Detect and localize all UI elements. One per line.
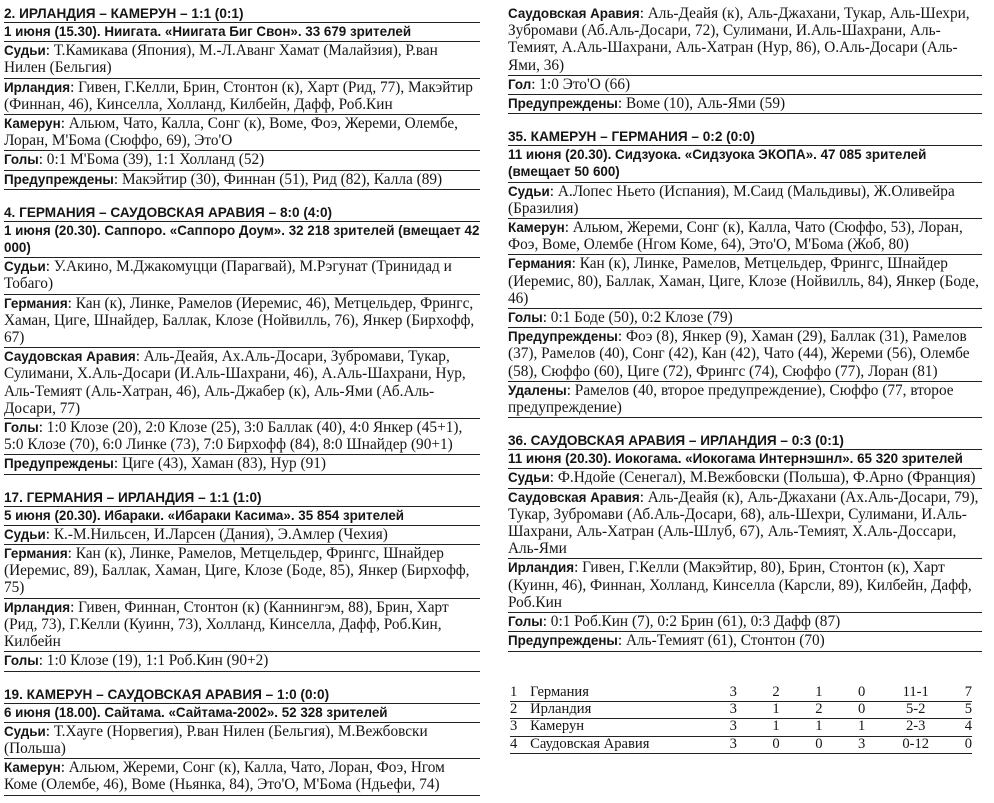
detail-text: : 1:0 Клозе (20), 2:0 Клозе (25), 3:0 Баллак (40), 4:0 Янкер (45+1), 5:0 Клозе (70), 6:0 Линке (73), 7:0 Бирхофф (84), 8:0 Шнайдер (90+1) <box>4 419 463 454</box>
match-report <box>4 489 480 672</box>
detail-label: Судьи <box>4 526 46 542</box>
match-detail-line <box>508 559 982 613</box>
match-detail-line <box>4 115 480 151</box>
right-column-matches <box>508 5 982 652</box>
detail-text: : Рамелов (40, второе предупреждение), Сюффо (77, второе предупреждение) <box>508 381 954 417</box>
games-played: 3 <box>712 719 755 736</box>
detail-label: Голы <box>4 152 39 168</box>
standings-table <box>510 685 972 755</box>
detail-text: : Ф.Ндойе (Сенегал), М.Вежбовски (Польша), Ф.Арно (Франция) <box>549 469 976 487</box>
match-detail-line <box>4 455 480 474</box>
detail-label: Предупреждены <box>508 633 618 649</box>
match-detail-line <box>4 723 480 759</box>
detail-label: Голы <box>4 420 39 436</box>
match-detail-line <box>508 469 982 488</box>
match-detail-line <box>508 328 982 382</box>
match-detail-line <box>508 255 982 309</box>
detail-text: : Аль-Темият (61), Стонтон (70) <box>617 632 825 650</box>
detail-text: : Гивен, Г.Келли (Макэйтир, 80), Брин, Стонтон (к), Харт (Куинн, 46), Финнан, Холланд, Кинселла (Карсли, 89), Килбейн, Дафф, Роб.Кин <box>508 559 972 611</box>
match-date-venue: 11 июня (20.30). Иокогама. «Иокогама Интернэшнл». 65 320 зрителей <box>508 450 982 469</box>
match-detail-line <box>4 258 480 294</box>
losses: 0 <box>840 685 883 702</box>
points: 5 <box>948 701 972 718</box>
detail-label: Ирландия <box>508 560 575 576</box>
match-detail-line <box>4 42 480 78</box>
detail-text: : Кан (к), Линке, Рамелов (Иеремис, 46), Метцельдер, Фрингс, Хаман, Циге, Шнайдер, Баллак, Клозе (Нойвилль, 76), Янкер (Бирхофф, 67) <box>4 294 475 347</box>
wins: 1 <box>755 719 798 736</box>
losses: 0 <box>840 701 883 718</box>
match-detail-line <box>508 76 982 95</box>
match-detail-line <box>508 5 982 76</box>
draws: 2 <box>797 701 840 718</box>
detail-label: Голы <box>508 310 543 326</box>
detail-text: : Альюм, Жереми, Сонг (к), Калла, Чато, Лоран, Фоэ, Нгом Коме (Олембе, 46), Воме (Ньянка, 84), Это'О, М'Бома (Ндьефи, 74) <box>4 759 445 794</box>
match-detail-line <box>508 632 982 651</box>
match-detail-line <box>4 759 480 795</box>
detail-text: : Кан (к), Линке, Рамелов, Метцельдер, Фрингс, Шнайдер (Иеремис, 89), Баллак, Хаман, Циге, Клозе (Боде, 85), Янкер (Бирхофф, 75) <box>4 545 470 597</box>
match-detail-line <box>508 183 982 219</box>
detail-text: : Т.Хауге (Норвегия), Р.ван Нилен (Бельгия), М.Вежбовски (Польша) <box>4 722 428 757</box>
losses: 1 <box>840 719 883 736</box>
detail-label: Германия <box>508 256 572 272</box>
match-detail-line <box>508 613 982 632</box>
goal-difference: 5-2 <box>883 701 948 718</box>
match-title: 17. ГЕРМАНИЯ – ИРЛАНДИЯ – 1:1 (1:0) <box>4 489 480 507</box>
standings-row <box>510 719 972 736</box>
team-rank: 4 <box>510 736 530 753</box>
detail-text: : 0:1 Боде (50), 0:2 Клозе (79) <box>542 309 733 327</box>
group-standings <box>510 685 982 755</box>
points: 7 <box>948 685 972 702</box>
match-detail-line <box>4 295 480 349</box>
match-report <box>4 5 480 190</box>
standings-row <box>510 685 972 702</box>
detail-text: : К.-М.Нильсен, И.Ларсен (Дания), Э.Амлер (Чехия) <box>45 525 388 543</box>
match-title: 36. САУДОВСКАЯ АРАВИЯ – ИРЛАНДИЯ – 0:3 (0:1) <box>508 432 982 450</box>
match-detail-line <box>4 545 480 599</box>
detail-text: : Альюм, Жереми, Сонг (к), Калла, Чато (Сюффо, 53), Лоран, Фоэ, Воме, Олембе (Нгом Коме, 64), Это'О, М'Бома (Жоб, 80) <box>508 219 963 254</box>
match-title: 4. ГЕРМАНИЯ – САУДОВСКАЯ АРАВИЯ – 8:0 (4:0) <box>4 204 480 222</box>
games-played: 3 <box>712 736 755 753</box>
team-name: Германия <box>530 685 712 702</box>
detail-label: Саудовская Аравия <box>4 349 136 365</box>
match-report <box>508 128 982 418</box>
left-column <box>4 5 480 796</box>
detail-label: Голы <box>4 653 39 669</box>
match-detail-line <box>4 599 480 653</box>
detail-text: : Фоэ (8), Янкер (9), Хаман (29), Баллак (31), Рамелов (37), Рамелов (40), Сонг (42), Кан (42), Чато (44), Жереми (56), Олембе (58), Сюффо (60), Циге (72), Фрингс (74), Сюффо (77), Лоран (81) <box>508 328 970 380</box>
points: 0 <box>948 736 972 753</box>
detail-label: Германия <box>4 295 68 311</box>
right-column <box>508 5 982 754</box>
detail-text: : 1:0 Это'О (66) <box>531 75 631 93</box>
match-detail-line <box>4 526 480 545</box>
detail-label: Германия <box>4 546 68 562</box>
detail-label: Гол <box>508 76 532 92</box>
detail-label: Судьи <box>4 723 46 739</box>
match-date-venue: 5 июня (20.30). Ибараки. «Ибараки Касима». 35 854 зрителей <box>4 507 480 526</box>
detail-text: : А.Лопес Ньето (Испания), М.Саид (Мальдивы), Ж.Оливейра (Бразилия) <box>508 182 955 217</box>
goal-difference: 11-1 <box>883 685 948 702</box>
losses: 3 <box>840 736 883 753</box>
match-date-venue: 11 июня (20.30). Сидзуока. «Сидзуока ЭКОПА». 47 085 зрителей (вмещает 50 600) <box>508 146 982 182</box>
match-detail-line <box>4 171 480 190</box>
detail-label: Предупреждены <box>4 456 114 472</box>
detail-text: : Гивен, Г.Келли, Брин, Стонтон (к), Харт (Рид, 77), Макэйтир (Финнан, 46), Кинселла, Холланд, Килбейн, Дафф, Роб.Кин <box>4 78 473 113</box>
detail-text: : У.Акино, М.Джакомуцци (Парагвай), М.Рэгунат (Тринидад и Тобаго) <box>4 258 452 293</box>
detail-label: Судьи <box>508 183 550 199</box>
match-title: 19. КАМЕРУН – САУДОВСКАЯ АРАВИЯ – 1:0 (0:0) <box>4 686 480 704</box>
goal-difference: 0-12 <box>883 736 948 753</box>
detail-label: Ирландия <box>4 599 71 615</box>
detail-label: Саудовская Аравия <box>508 489 640 505</box>
team-rank: 3 <box>510 719 530 736</box>
match-report <box>4 686 480 796</box>
detail-text: : Макэйтир (30), Финнан (51), Рид (82), Калла (89) <box>113 170 443 188</box>
detail-text: : Аль-Деайя (к), Аль-Джахани, Тукар, Аль-Шехри, Зубромави (Аб.Аль-Досари, 72), Сулимани, И.Аль-Шахрани, Аль-Темият, А.Аль-Шахрани, Аль-Хатран (Нур, 86), О.Аль-Досари (Аль-Ями, 36) <box>508 5 970 74</box>
wins: 0 <box>755 736 798 753</box>
games-played: 3 <box>712 685 755 702</box>
match-detail-line <box>4 151 480 170</box>
detail-label: Предупреждены <box>508 96 618 112</box>
wins: 1 <box>755 701 798 718</box>
standings-row <box>510 701 972 718</box>
detail-label: Судьи <box>4 259 46 275</box>
standings-row <box>510 736 972 753</box>
detail-label: Камерун <box>4 116 61 132</box>
team-rank: 1 <box>510 685 530 702</box>
match-title: 35. КАМЕРУН – ГЕРМАНИЯ – 0:2 (0:0) <box>508 128 982 146</box>
detail-label: Судьи <box>4 43 46 59</box>
detail-text: : Т.Камикава (Япония), М.-Л.Аванг Хамат (Малайзия), Р.ван Нилен (Бельгия) <box>4 42 438 77</box>
match-detail-line <box>4 419 480 455</box>
detail-text: : Циге (43), Хаман (83), Нур (91) <box>113 455 326 473</box>
detail-text: : Альюм, Чато, Калла, Сонг (к), Воме, Фоэ, Жереми, Олембе, Лоран, М'Бома (Сюффо, 69), Это'О <box>4 115 458 150</box>
draws: 0 <box>797 736 840 753</box>
detail-label: Камерун <box>4 760 61 776</box>
wins: 2 <box>755 685 798 702</box>
draws: 1 <box>797 685 840 702</box>
games-played: 3 <box>712 701 755 718</box>
match-detail-line <box>508 219 982 255</box>
match-date-venue: 6 июня (18.00). Сайтама. «Сайтама-2002». 52 328 зрителей <box>4 704 480 723</box>
detail-label: Саудовская Аравия <box>508 6 640 21</box>
detail-text: : 0:1 М'Бома (39), 1:1 Холланд (52) <box>38 151 265 169</box>
detail-label: Судьи <box>508 470 550 486</box>
match-report <box>508 432 982 651</box>
detail-text: : Кан (к), Линке, Рамелов, Метцельдер, Фрингс, Шнайдер (Иеремис, 80), Баллак, Хаман, Циге, Клозе (Нойвилль, 84), Янкер (Боде, 46) <box>508 255 979 307</box>
match-date-venue: 1 июня (15.30). Ниигата. «Ниигата Биг Свон». 33 679 зрителей <box>4 23 480 42</box>
match-date-venue: 1 июня (20.30). Саппоро. «Саппоро Доум». 32 218 зрителей (вмещает 42 000) <box>4 222 480 258</box>
detail-text: : Аль-Деайя, Ах.Аль-Досари, Зубромави, Тукар, Сулимани, Х.Аль-Досари (И.Аль-Шахрани, 46), А.Аль-Шахрани, Нур, Аль-Темият (Аль-Хатран, 46), Аль-Джабер (к), Аль-Ями (Аб.Аль-Досари, 77) <box>4 348 466 417</box>
detail-text: : 0:1 Роб.Кин (7), 0:2 Брин (61), 0:3 Дафф (87) <box>542 613 841 631</box>
match-detail-line <box>508 309 982 328</box>
match-report <box>508 5 982 114</box>
detail-label: Удалены <box>508 382 567 398</box>
detail-text: : Гивен, Финнан, Стонтон (к) (Каннингэм, 88), Брин, Харт (Рид, 73), Г.Келли (Куинн, 73), Холланд, Кинселла, Дафф, Роб.Кин, Килбейн <box>4 598 449 651</box>
team-name: Ирландия <box>530 701 712 718</box>
match-detail-line <box>4 79 480 115</box>
match-detail-line <box>508 489 982 560</box>
match-detail-line <box>508 95 982 114</box>
team-name: Камерун <box>530 719 712 736</box>
match-detail-line <box>4 652 480 671</box>
detail-label: Предупреждены <box>508 329 618 345</box>
draws: 1 <box>797 719 840 736</box>
detail-text: : Воме (10), Аль-Ями (59) <box>617 95 786 113</box>
detail-text: : 1:0 Клозе (19), 1:1 Роб.Кин (90+2) <box>38 652 269 670</box>
points: 4 <box>948 719 972 736</box>
match-report <box>4 204 480 475</box>
detail-label: Голы <box>508 614 543 630</box>
team-name: Саудовская Аравия <box>530 736 712 753</box>
detail-label: Предупреждены <box>4 171 114 187</box>
team-rank: 2 <box>510 701 530 718</box>
match-detail-line <box>508 382 982 418</box>
detail-label: Камерун <box>508 220 565 236</box>
match-detail-line <box>4 348 480 419</box>
match-title: 2. ИРЛАНДИЯ – КАМЕРУН – 1:1 (0:1) <box>4 5 480 23</box>
detail-text: : Аль-Деайя (к), Аль-Джахани (Ах.Аль-Досари, 79), Тукар, Зубромави (Аб.Аль-Досари, 68), аль-Шехри, Сулимани, И.Аль-Шахрани, Аль-Хатран (Аль-Шлуб, 67), Аль-Темият, Х.Аль-Доссари, Аль-Ями <box>508 488 979 558</box>
detail-label: Ирландия <box>4 79 71 95</box>
goal-difference: 2-3 <box>883 719 948 736</box>
